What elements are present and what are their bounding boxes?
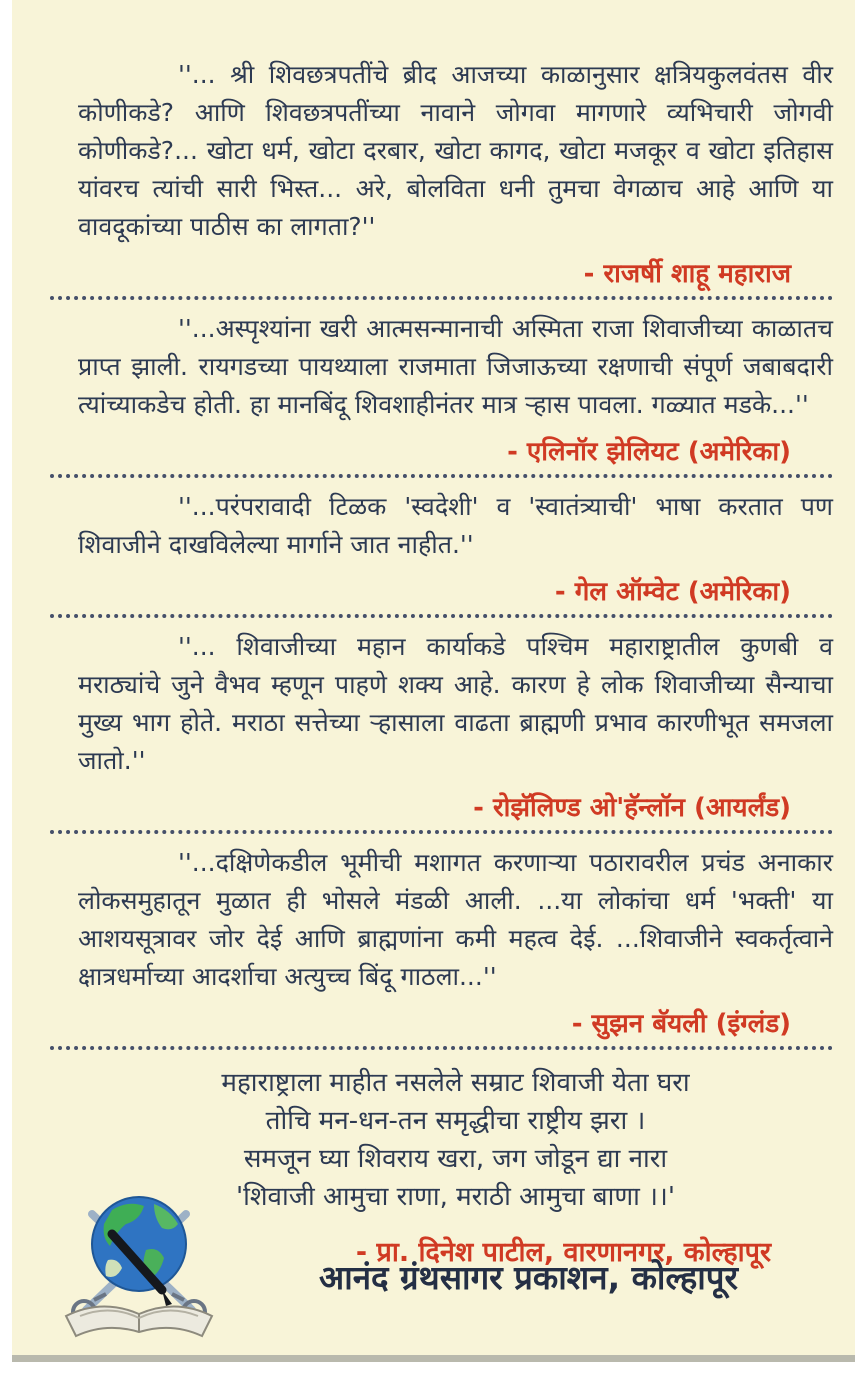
dotted-separator [50,830,833,834]
dotted-separator [50,296,833,300]
publisher-name: आनंद ग्रंथसागर प्रकाशन, कोल्हापूर [318,1258,739,1297]
open-book-icon [66,1306,212,1336]
dotted-separator [50,1046,833,1050]
quote-attribution: - राजर्षी शाहू महाराज [583,259,791,289]
book-back-cover [12,0,855,1362]
quote-attribution: - गेल ऑम्वेट (अमेरिका) [554,577,791,607]
quote-attribution: - एलिनॉर झेलियट (अमेरिका) [507,437,791,467]
poem-line: 'शिवाजी आमुचा राणा, मराठी आमुचा बाणा ।।' [236,1182,675,1212]
globe-swords-book-icon [50,1188,228,1348]
dotted-separator [50,474,833,478]
quotes-section [12,0,855,1269]
poem-line: तोचि मन-धन-तन समृद्धीचा राष्ट्रीय झरा । [265,1106,646,1136]
dotted-separator [50,614,833,618]
publisher-logo [50,1188,228,1348]
publisher-footer [12,1178,855,1362]
globe-icon [92,1197,186,1291]
quote-text: ''... श्री शिवछत्रपतींचे ब्रीद आजच्या काळानुसार क्षत्रियकुलवंतस वीर कोणीकडे? आणि शिवछत्रपतींच्या नावाने जोगवा मागणारे व्यभिचारी जोगवी कोणीकडे?... खोटा धर्म, खोटा दरबार, खोटा कागद, खोटा मजकूर व खोटा इतिहास यांवरच त्यांची सारी भिस्त... अरे, बोलविता धनी तुमचा वेगळाच आहे आणि या वावदूकांच्या पाठीस का लागता?'' [78,60,833,241]
poem-line: समजून घ्या शिवराय खरा, जग जोडून द्या नारा [243,1144,668,1174]
poem-attribution: - प्रा. दिनेश पाटील, वारणानगर, कोल्हापूर [355,1237,771,1268]
quote-text: ''...अस्पृश्यांना खरी आत्मसन्मानाची अस्मिता राजा शिवाजीच्या काळातच प्राप्त झाली. रायगडच्या पायथ्याला राजमाता जिजाऊच्या रक्षणाची संपूर्ण जबाबदारी त्यांच्याकडेच होती. हा मानबिंदू शिवशाहीनंतर मात्र ऱ्हास पावला. गळ्यात मडके...'' [78,314,833,419]
quote-attribution: - सुझन बॅयली (इंग्लंड) [571,1009,791,1039]
quote-text: ''... शिवाजीच्या महान कार्याकडे पश्चिम महाराष्ट्रातील कुणबी व मराठ्यांचे जुने वैभव म्हणून पाहणे शक्य आहे. कारण हे लोक शिवाजीच्या सैन्याचा मुख्य भाग होते. मराठा सत्तेच्या ऱ्हासाला वाढता ब्राह्मणी प्रभाव कारणीभूत समजला जातो.'' [78,632,833,775]
quote-text: ''...दक्षिणेकडील भूमीची मशागत करणाऱ्या पठारावरील प्रचंड अनाकार लोकसमुहातून मुळात ही भोसले मंडळी आली. ...या लोकांचा धर्म 'भक्ती' या आशयसूत्रावर जोर देई आणि ब्राह्मणांना कमी महत्व देई. ...शिवाजीने स्वकर्तृत्वाने क्षात्रधर्माच्या आदर्शाचा अत्युच्च बिंदू गाठला...'' [78,848,833,991]
quote-text: ''...परंपरावादी टिळक 'स्वदेशी' व 'स्वातंत्र्याची' भाषा करतात पण शिवाजीने दाखविलेल्या मार्गाने जात नाहीत.'' [78,492,833,559]
page-bottom-edge [12,1355,855,1362]
quote-attribution: - रोझॅलिण्ड ओ'हॅन्लॉन (आयर्लंड) [473,793,791,823]
poem-line: महाराष्ट्राला माहीत नसलेले सम्राट शिवाजी येता घरा [221,1068,690,1098]
